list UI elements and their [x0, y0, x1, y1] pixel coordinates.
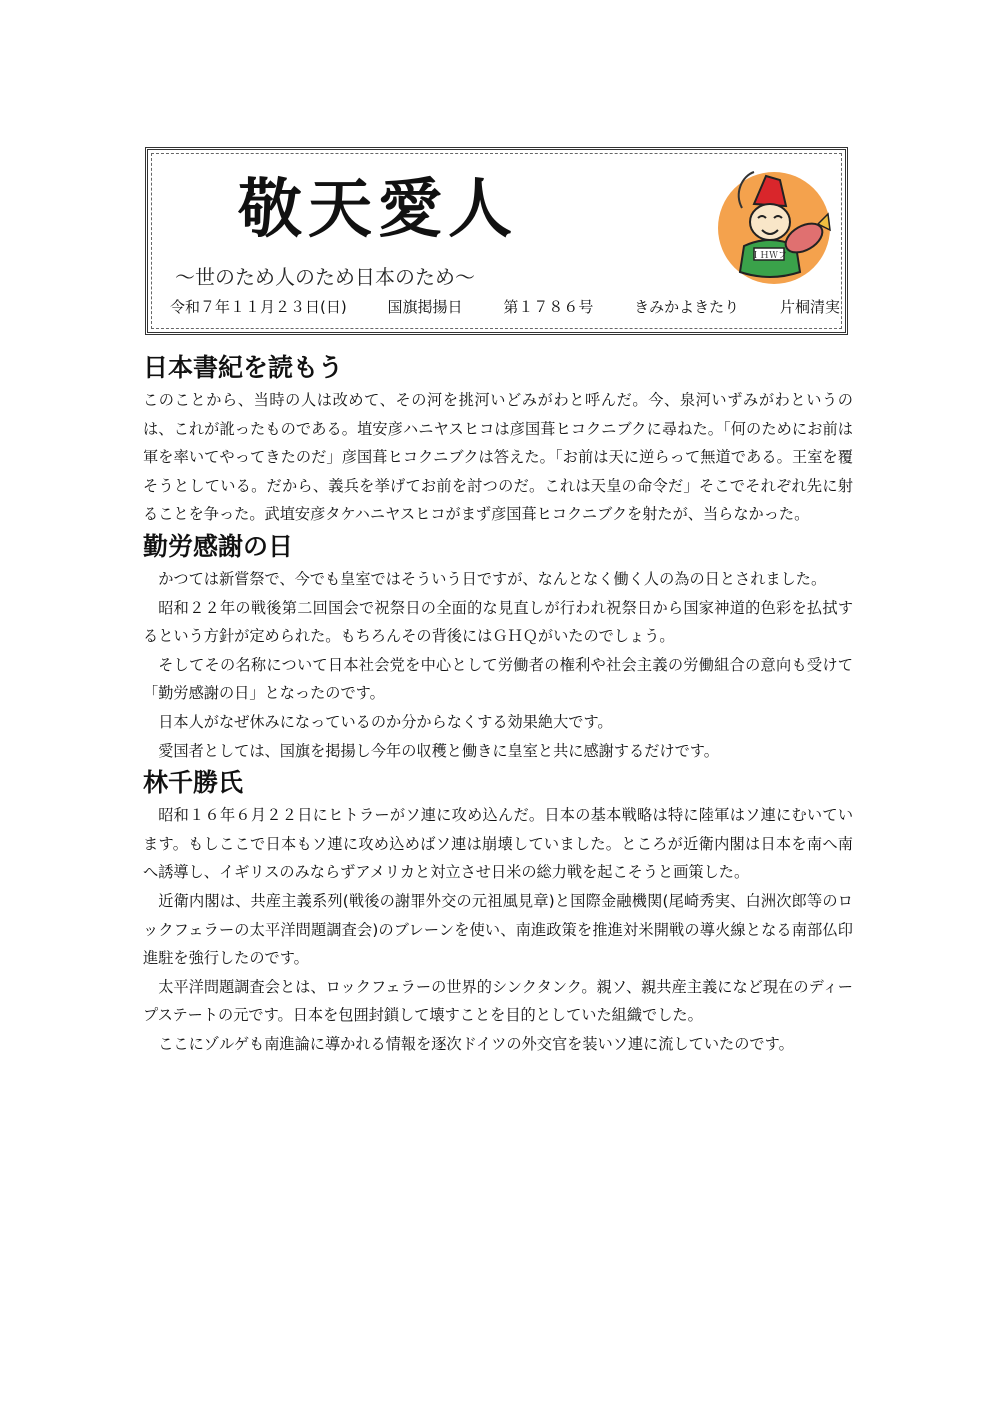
section-labor-thanksgiving — [143, 529, 853, 765]
newsletter-title: 敬天愛人 — [238, 172, 518, 247]
issue-info-line — [170, 296, 840, 317]
paragraph: 太平洋問題調査会とは、ロックフェラーの世界的シンクタンク。親ソ、親共産主義になど現在のディープステートの元です。日本を包囲封鎖して壊すことを目的としていた組織でした。 — [143, 977, 853, 1025]
ebisu-mascot-icon — [714, 168, 836, 286]
author-name: 片桐清実 — [779, 298, 840, 316]
paragraph: かつては新嘗祭で、今でも皇室ではそういう日ですが、なんとなく働く人の為の日とされました。 — [158, 569, 827, 588]
section-heading: 日本書紀を読もう — [143, 353, 344, 382]
section-hayashi-chikatsu — [143, 765, 853, 1058]
paragraph: 昭和１６年６月２２日にヒトラーがソ連に攻め込んだ。日本の基本戦略は特に陸軍はソ連にむいています。もしここで日本もソ連に攻め込めばソ連は崩壊していました。ところが近衛内閣は日本を南へ南へ誘導し、イギリスのみならずアメリカと対立させ日米の総力戦を起こそうと画策した。 — [143, 806, 853, 882]
issue-number: 第１７８６号 — [503, 298, 594, 316]
newsletter-subtitle: ～世のため人のため日本のため～ — [175, 265, 475, 289]
paragraph: このことから、当時の人は改めて、その河を挑河いどみがわと呼んだ。今、泉河いずみがわというのは、これが訛ったものである。埴安彦ハニヤスヒコは彦国葺ヒコクニブクに尋ねた。「何のためにお前は軍を率いてやってきたのだ」彦国葺ヒコクニブクは答えた。「お前は天に逆らって無道である。王室を覆そうとしている。だから、義兵を挙げてお前を討つのだ。これは天皇の命令だ」そこでそれぞれ先に射ることを争った。武埴安彦タケハニヤスヒコがまず彦国葺ヒコクニブクを射たが、当らなかった。 — [143, 391, 853, 524]
paragraph: 近衛内閣は、共産主義系列(戦後の謝罪外交の元祖風見章)と国際金融機関(尾崎秀実、白洲次郎等のロックフェラーの太平洋問題調査会)のブレーンを使い、南進政策を推進対米開戦の導火線となる南部仏印進駐を強行したのです。 — [143, 891, 853, 968]
flag-day-label: 国旗掲揚日 — [387, 298, 463, 316]
issue-date: 令和７年１１月２３日(日) — [170, 298, 347, 316]
mascot-sign-text: ＩＨＷフ — [750, 251, 788, 261]
paragraph: 昭和２２年の戦後第二回国会で祝祭日の全面的な見直しが行われ祝祭日から国家神道的色彩を払拭するという方針が定められた。もちろんその背後にはＧＨＱがいたのでしょう。 — [143, 598, 854, 646]
paragraph: 日本人がなぜ休みになっているのか分からなくする効果絶大です。 — [158, 712, 613, 731]
column-name: きみかよきたり — [634, 298, 740, 316]
section-nihon-shoki — [143, 350, 853, 529]
paragraph: ここにゾルゲも南進論に導かれる情報を逐次ドイツの外交官を装いソ連に流していたのです。 — [158, 1034, 794, 1053]
section-heading: 勤労感謝の日 — [143, 531, 294, 561]
article-content — [143, 350, 853, 1058]
paragraph: そしてその名称について日本社会党を中心として労働者の権利や社会主義の労働組合の意向も受けて「勤労感謝の日」となったのです。 — [143, 655, 853, 703]
section-heading: 林千勝氏 — [143, 768, 244, 798]
paragraph: 愛国者としては、国旗を掲揚し今年の収穫と働きに皇室と共に感謝するだけです。 — [158, 741, 719, 760]
